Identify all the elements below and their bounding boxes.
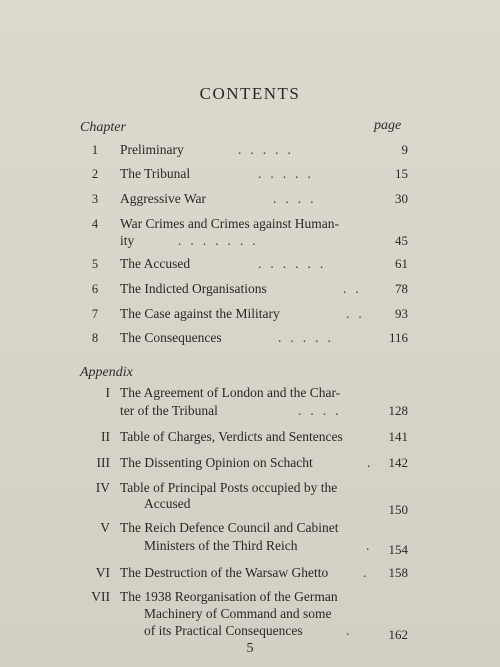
page-number: 15 — [395, 166, 408, 181]
page-number: 45 — [395, 233, 408, 248]
chapter-title: The Tribunal — [120, 166, 191, 181]
appendix-title-continued: Machinery of Command and some — [144, 606, 332, 621]
chapter-title: The Indicted Organisations — [120, 281, 267, 296]
appendix-title: The 1938 Reorganisation of the German — [120, 589, 338, 604]
page-number: 162 — [388, 627, 408, 642]
appendix-title: The Reich Defence Council and Cabinet — [120, 520, 339, 535]
appendix-number: IV — [95, 480, 110, 495]
page-number: 116 — [388, 330, 408, 345]
page-number: 150 — [388, 502, 408, 517]
page-folio: 5 — [246, 641, 254, 656]
appendix-column-header: Appendix — [80, 365, 133, 380]
chapter-column-header: Chapter — [80, 120, 126, 135]
chapter-number: 7 — [91, 307, 99, 321]
appendix-number: I — [105, 385, 110, 400]
chapter-title: The Case against the Military — [120, 306, 280, 321]
chapter-number: 1 — [91, 143, 99, 157]
page-column-header: page — [374, 118, 402, 133]
page-number: 158 — [388, 565, 408, 580]
appendix-title-continued: of its Practical Consequences — [144, 623, 303, 638]
page-number: 78 — [395, 281, 408, 296]
appendix-number: III — [96, 455, 110, 470]
chapter-title: Preliminary — [120, 142, 184, 157]
page-number: 141 — [388, 429, 408, 444]
page-number: 154 — [388, 542, 408, 557]
appendix-title: Table of Charges, Verdicts and Sentences — [120, 429, 343, 444]
appendix-number: VII — [91, 589, 110, 604]
chapter-title: The Accused — [120, 256, 191, 271]
chapter-title: War Crimes and Crimes against Human- — [120, 216, 339, 231]
book-page: CONTENTS Chapter page 1 Preliminary ..... 9 2 The Tribunal ..... 15 3 Aggressive War .... 30 4 War Crimes and Crimes against Human- ity ....... 45 5 The Accused ...... 61 6 The Indicted Organisations .. 78 7 The Case against the Military .. 93 8 The Consequences ..... 116 Appendix I The Agreement of London and the Char- ter of the Tribunal .... 128 II Table of Charges, Verdicts and Sentences 141 III The Dissenting Opinion on Schacht . 142 IV Table of Principal Posts occupied by the Accused 150 V The Reich Defence Council and Cabinet Ministers of the Third Reich . 154 VI The Destruction of the Warsaw Ghetto . 158 VII The 1938 Reorganisation of the German Machinery of Command and some of its Practical Consequences . 162 5 — [0, 0, 500, 667]
appendix-title-continued: Ministers of the Third Reich — [144, 538, 298, 553]
chapter-number: 3 — [91, 192, 99, 206]
chapter-title: Aggressive War — [120, 191, 207, 206]
contents-title: CONTENTS — [199, 84, 301, 103]
appendix-title-continued: ter of the Tribunal — [120, 403, 218, 418]
appendix-title: The Destruction of the Warsaw Ghetto — [120, 565, 329, 580]
page-number: 93 — [395, 306, 408, 321]
page-number: 128 — [388, 403, 408, 418]
chapter-number: 8 — [91, 331, 99, 345]
appendix-title: The Dissenting Opinion on Schacht — [120, 455, 313, 470]
chapter-number: 6 — [91, 282, 99, 296]
appendix-number: V — [100, 520, 110, 535]
page-number: 61 — [395, 256, 408, 271]
chapter-number: 2 — [91, 167, 99, 181]
chapter-title: The Consequences — [120, 330, 222, 345]
appendix-number: VI — [95, 565, 110, 580]
appendix-number: II — [101, 429, 110, 444]
page-number: 9 — [401, 142, 408, 157]
page-number: 142 — [388, 455, 408, 470]
appendix-title: Table of Principal Posts occupied by the — [120, 480, 338, 495]
appendix-title: The Agreement of London and the Char- — [120, 385, 341, 400]
chapter-number: 4 — [91, 217, 99, 231]
page-number: 30 — [395, 191, 408, 206]
chapter-number: 5 — [91, 257, 99, 271]
appendix-title-continued: Accused — [144, 496, 191, 511]
chapter-title-continued: ity — [120, 233, 135, 248]
